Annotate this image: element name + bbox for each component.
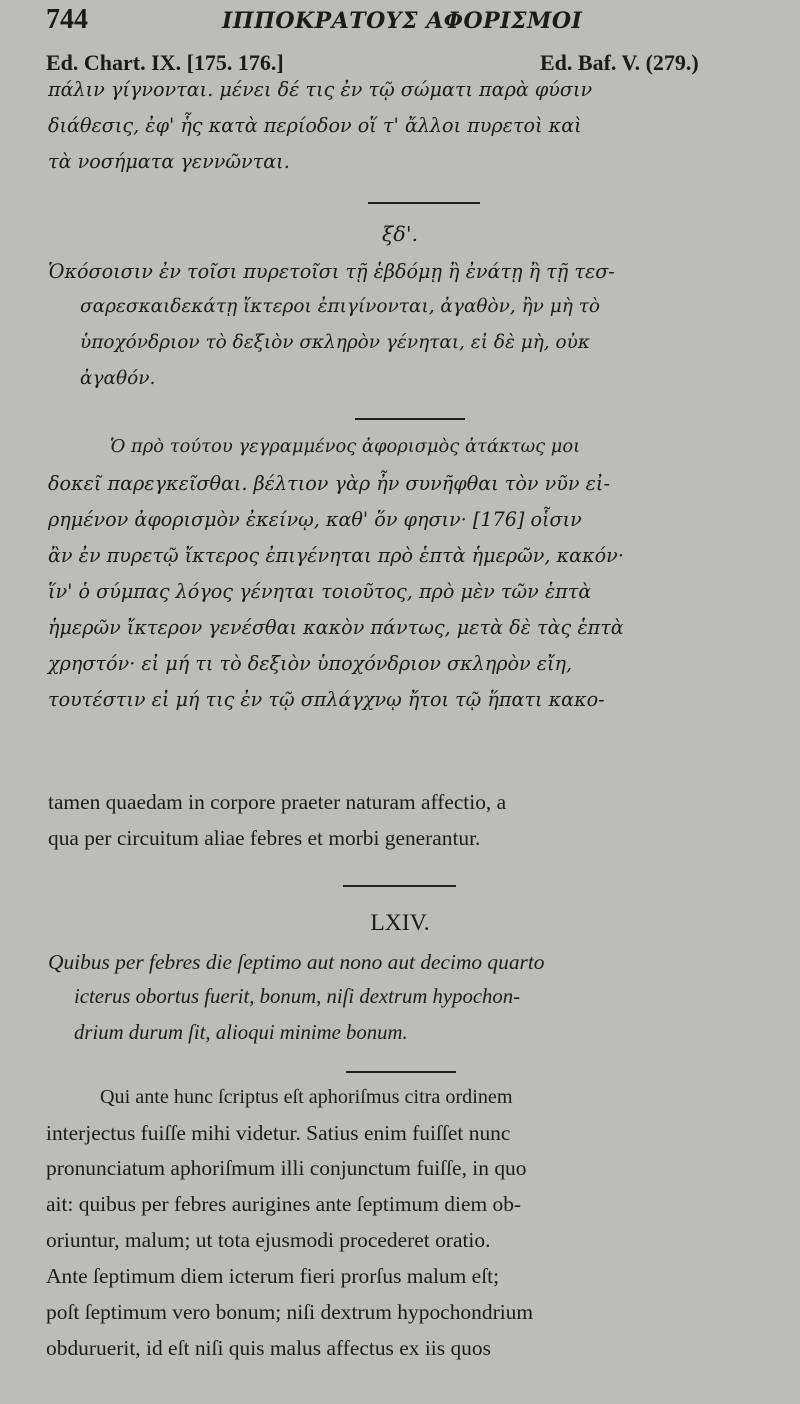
latin-commentary-line: Ante ſeptimum diem icterum fieri prorſus malum eſt;: [46, 1264, 500, 1288]
latin-section-number: LXIV.: [370, 910, 430, 936]
latin-aphorism-line: Quibus per febres die ſeptimo aut nono aut decimo quarto: [48, 950, 545, 974]
greek-line: διάθεσις, ἐφ' ἧς κατὰ περίοδον οἵ τ' ἄλλοι πυρετοὶ καὶ: [48, 114, 582, 137]
latin-commentary-line: poſt ſeptimum vero bonum; niſi dextrum hypochondrium: [46, 1300, 534, 1324]
latin-commentary-line: oriuntur, malum; ut tota ejusmodi procederet oratio.: [46, 1228, 491, 1252]
latin-aphorism-line: drium durum ſit, alioqui minime bonum.: [74, 1022, 408, 1044]
latin-commentary-line: Qui ante hunc ſcriptus eſt aphoriſmus citra ordinem: [100, 1086, 513, 1108]
latin-commentary-line: pronunciatum aphoriſmum illi conjunctum fuiſſe, in quo: [46, 1156, 527, 1180]
divider-rule: [368, 202, 480, 204]
greek-aphorism-line: Ὁκόσοισιν ἐν τοῖσι πυρετοῖσι τῇ ἑβδόμῃ ἢ ἐνάτῃ ἢ τῇ τεσ-: [48, 260, 615, 283]
greek-commentary-line: δοκεῖ παρεγκεῖσθαι. βέλτιον γὰρ ἦν συνῆφθαι τὸν νῦν εἰ-: [48, 472, 610, 495]
greek-section-number: ξδ'.: [381, 222, 419, 246]
divider-rule: [346, 1071, 456, 1073]
greek-commentary-line: Ὁ πρὸ τούτου γεγραμμένος ἀφορισμὸς ἀτάκτως μοι: [110, 436, 581, 457]
latin-aphorism-line: icterus obortus fuerit, bonum, niſi dextrum hypochon-: [74, 986, 521, 1008]
greek-commentary-line: χρηστόν· εἰ μή τι τὸ δεξιὸν ὑποχόνδριον σκληρὸν εἴη,: [48, 652, 573, 675]
edition-left: Ed. Chart. IX. [175. 176.]: [46, 50, 284, 75]
greek-commentary-line: ἂν ἐν πυρετῷ ἴκτερος ἐπιγένηται πρὸ ἑπτὰ ἡμερῶν, κακόν·: [48, 544, 624, 567]
latin-line: qua per circuitum aliae febres et morbi generantur.: [48, 826, 481, 850]
greek-commentary-line: τουτέστιν εἰ μή τις ἐν τῷ σπλάγχνῳ ἤτοι τῷ ἥπατι κακο-: [48, 688, 605, 711]
latin-line: tamen quaedam in corpore praeter naturam affectio, a: [48, 790, 507, 814]
greek-commentary-line: ρημένον ἀφορισμὸν ἐκείνῳ, καθ' ὅν φησιν· [176] οἷσιν: [48, 508, 582, 531]
greek-aphorism-line: ἀγαθόν.: [80, 368, 156, 389]
greek-commentary-line: ἵν' ὁ σύμπας λόγος γένηται τοιοῦτος, πρὸ μὲν τῶν ἑπτὰ: [48, 580, 592, 603]
greek-aphorism-line: σαρεσκαιδεκάτῃ ἴκτεροι ἐπιγίνονται, ἀγαθὸν, ἢν μὴ τὸ: [80, 296, 601, 317]
latin-commentary-line: interjectus fuiſſe mihi videtur. Satius enim fuiſſet nunc: [46, 1121, 511, 1145]
greek-line: πάλιν γίγνονται. μένει δέ τις ἐν τῷ σώματι παρὰ φύσιν: [48, 78, 593, 101]
greek-line: τὰ νοσήματα γεννῶνται.: [48, 150, 290, 173]
greek-commentary-line: ἡμερῶν ἴκτερον γενέσθαι κακὸν πάντως, μετὰ δὲ τὰς ἑπτὰ: [48, 616, 624, 639]
latin-commentary-line: ait: quibus per febres aurigines ante ſeptimum diem ob-: [46, 1192, 522, 1216]
page-number: 744: [46, 4, 88, 35]
edition-right: Ed. Baf. V. (279.): [540, 50, 699, 75]
latin-commentary-line: obduruerit, id eſt niſi quis malus affectus ex iis quos: [46, 1336, 491, 1360]
divider-rule: [343, 885, 456, 887]
greek-aphorism-line: ὑποχόνδριον τὸ δεξιὸν σκληρὸν γένηται, εἰ δὲ μὴ, οὐκ: [80, 332, 590, 353]
divider-rule: [355, 418, 465, 420]
running-title: ΙΠΠΟΚΡΑΤΟΥΣ ΑΦΟΡΙΣΜΟΙ: [222, 8, 583, 34]
